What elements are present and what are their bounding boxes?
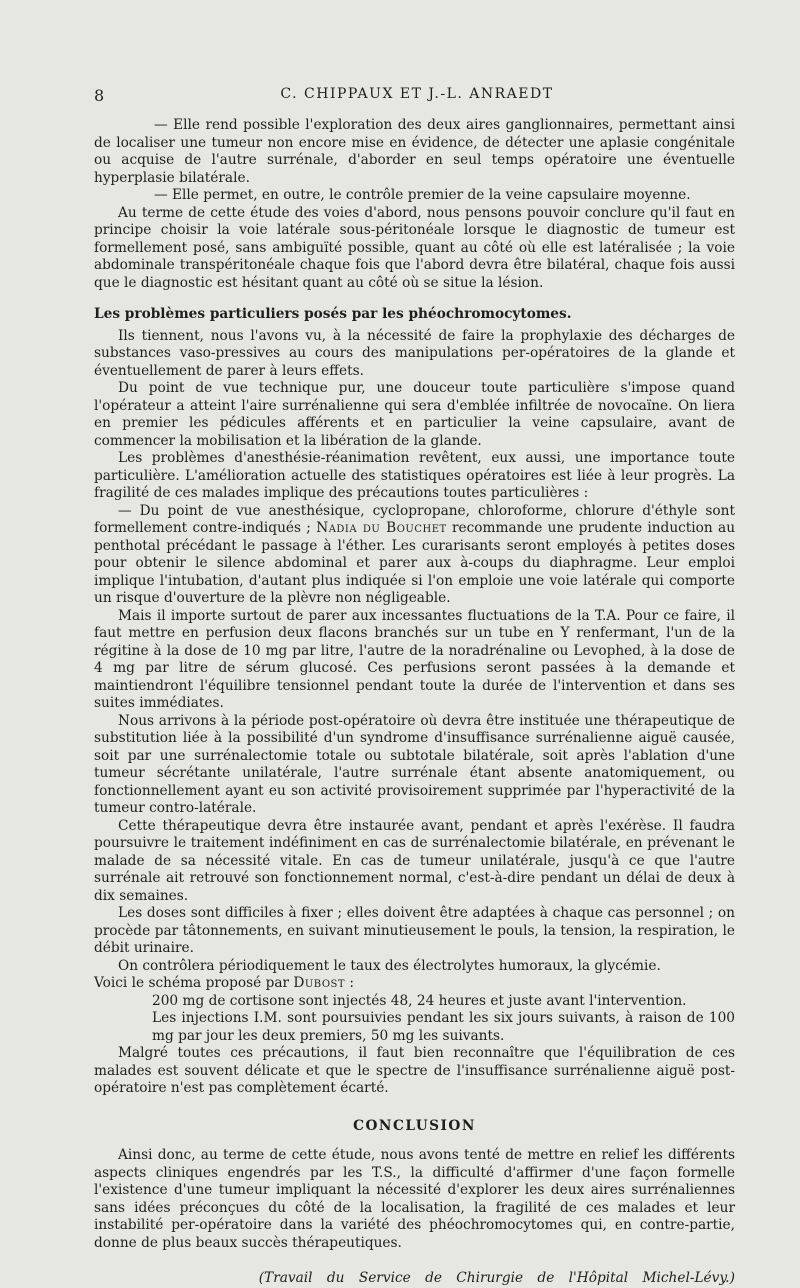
running-head: C. CHIPPAUX ET J.-L. ANRAEDT — [280, 86, 554, 102]
section-paragraph: Cette thérapeutique devra être instaurée avant, pendant et après l'exérèse. Il faudra poursuivre le traitement indéfiniment en cas de surrénalectomie bilatérale, en prévenant le malade de sa nécessité vitale. En cas de tumeur unilatérale, jusqu'à ce que l'autre surrénale ait retrouvé son fonctionnement normal, c'est-à-dire pendant un délai de deux à dix semaines. — [94, 817, 735, 904]
section-heading: Les problèmes particuliers posés par les phéochromocytomes. — [94, 306, 572, 322]
intro-paragraph: Au terme de cette étude des voies d'abord, nous pensons pouvoir conclure qu'il faut en principe choisir la voie latérale sous-péritonéale lorsque le diagnostic de tumeur est formellement posé, sans ambiguïté possible, quant au côté où elle est latéralisée ; la voie abdominale transpéritonéale chaque fois que l'abord devra être bilatéral, chaque fois aussi que le diagnostic est hésitant quant au côté où se situe la lésion. — [94, 204, 735, 291]
conclusion-heading: CONCLUSION — [353, 1117, 476, 1134]
schema-intro — [94, 975, 735, 993]
anesthesia-text-before: — Du point de vue anesthésique, cyclopropane, chloroforme, chlorure d'éthyle sont formellement contre-indiqués ; — [94, 502, 735, 536]
section-paragraph: Les problèmes d'anesthésie-réanimation revêtent, eux aussi, une importance toute particulière. L'amélioration actuelle des statistiques opératoires est liée à leur progrès. La fragilité de ces malades implique des précautions toutes particulières : — [94, 450, 735, 501]
section-paragraph: On contrôlera périodiquement le taux des électrolytes humoraux, la glycémie. — [118, 957, 661, 974]
intro-paragraph: — Elle rend possible l'exploration des deux aires ganglionnaires, permettant ainsi de localiser une tumeur non encore mise en évidence, de détecter une aplasie congénitale ou acquise de l'autre surrénale, d'aborder en seul temps opératoire une éventuelle hyperplasie bilatérale. — [94, 117, 735, 186]
closing-paragraph: Malgré toutes ces précautions, il faut bien reconnaître que l'équilibration de ces malades est souvent délicate et que le spectre de l'insuffisance surrénalienne aiguë post-opératoire n'est pas complètement écarté. — [94, 1045, 735, 1096]
section-paragraph: Ils tiennent, nous l'avons vu, à la nécessité de faire la prophylaxie des décharges de substances vaso-pressives au cours des manipulations per-opératoires de la glande et éventuellement de parer à leurs effets. — [94, 327, 735, 379]
article-body — [94, 117, 735, 1288]
footer-note: (Travail du Service de Chirurgie de l'Hôpital Michel-Lévy.) — [258, 1270, 735, 1286]
author-name: Nadia du Bouchet — [316, 520, 447, 536]
section-paragraph: Du point de vue technique pur, une douceur toute particulière s'impose quand l'opérateur a atteint l'aire surrénalienne qui sera d'emblée infiltrée de novocaïne. On liera en premier les pédicules afférents et en particulier la veine capsulaire, avant de commencer la mobilisation et la libération de la glande. — [94, 380, 735, 449]
anesthesia-text-after: recommande une prudente induction au penthotal précédant le passage à l'éther. Les curarisants seront employés à petites doses pour obtenir le silence abdominal et parer aux à-coups du diaphragme. Leur emploi implique l'intubation, d'autant plus indiquée si l'on emploie une voie latérale qui comporte un risque d'ouverture de la plèvre non négligeable. — [94, 520, 736, 606]
section-paragraph: Nous arrivons à la période post-opératoire où devra être instituée une thérapeutique de substitution liée à la possibilité d'un syndrome d'insuffisance surrénalienne aiguë causée, soit par une surrénalectomie totale ou subtotale bilatérale, soit après l'ablation d'une tumeur sécrétante unilatérale, l'autre surrénale étant absente anatomiquement, ou fonctionnellement ayant eu son activité provisoirement supprimée par l'hyperactivité de la tumeur contro-latérale. — [94, 712, 735, 816]
page-number: 8 — [94, 86, 105, 105]
schedule-item: 200 mg de cortisone sont injectés 48, 24 heures et juste avant l'intervention. — [152, 992, 687, 1009]
section-paragraph: Mais il importe surtout de parer aux incessantes fluctuations de la T.A. Pour ce faire, il faut mettre en perfusion deux flacons branchés sur un tube en Y renfermant, l'un de la régitine à la dose de 10 mg par litre, l'autre de la noradrénaline ou Levophed, à la dose de 4 mg par litre de sérum glucosé. Ces perfusions seront passées à la demande et maintiendront l'équilibre tensionnel pendant toute la durée de l'intervention et dans ses suites immédiates. — [94, 607, 735, 711]
page-header — [94, 86, 740, 108]
intro-paragraph: — Elle permet, en outre, le contrôle premier de la veine capsulaire moyenne. — [154, 187, 691, 203]
author-name: Dubost — [293, 975, 346, 991]
schema-text-before: Voici le schéma proposé par — [94, 975, 294, 991]
anesthesia-paragraph — [94, 503, 735, 608]
section-paragraph: Les doses sont difficiles à fixer ; elles doivent être adaptées à chaque cas personnel ; on procède par tâtonnements, en suivant minutieusement le pouls, la tension, la respiration, le débit urinaire. — [94, 905, 735, 956]
schedule-item: Les injections I.M. sont poursuivies pendant les six jours suivants, à raison de 100 mg par jour les deux premiers, 50 mg les suivants. — [152, 1010, 735, 1044]
schema-text-after: : — [345, 975, 355, 991]
conclusion-paragraph: Ainsi donc, au terme de cette étude, nous avons tenté de mettre en relief les différents aspects cliniques engendrés par les T.S., la difficulté d'affirmer d'une façon formelle l'existence d'une tumeur impliquant la nécessité d'explorer les deux aires surrénaliennes sans idées préconçues du côté de la localisation, la fragilité de ces malades et leur instabilité per-opératoire dans la variété des phéochromocytomes qui, en contre-partie, donne de plus beaux succès thérapeutiques. — [94, 1147, 735, 1251]
